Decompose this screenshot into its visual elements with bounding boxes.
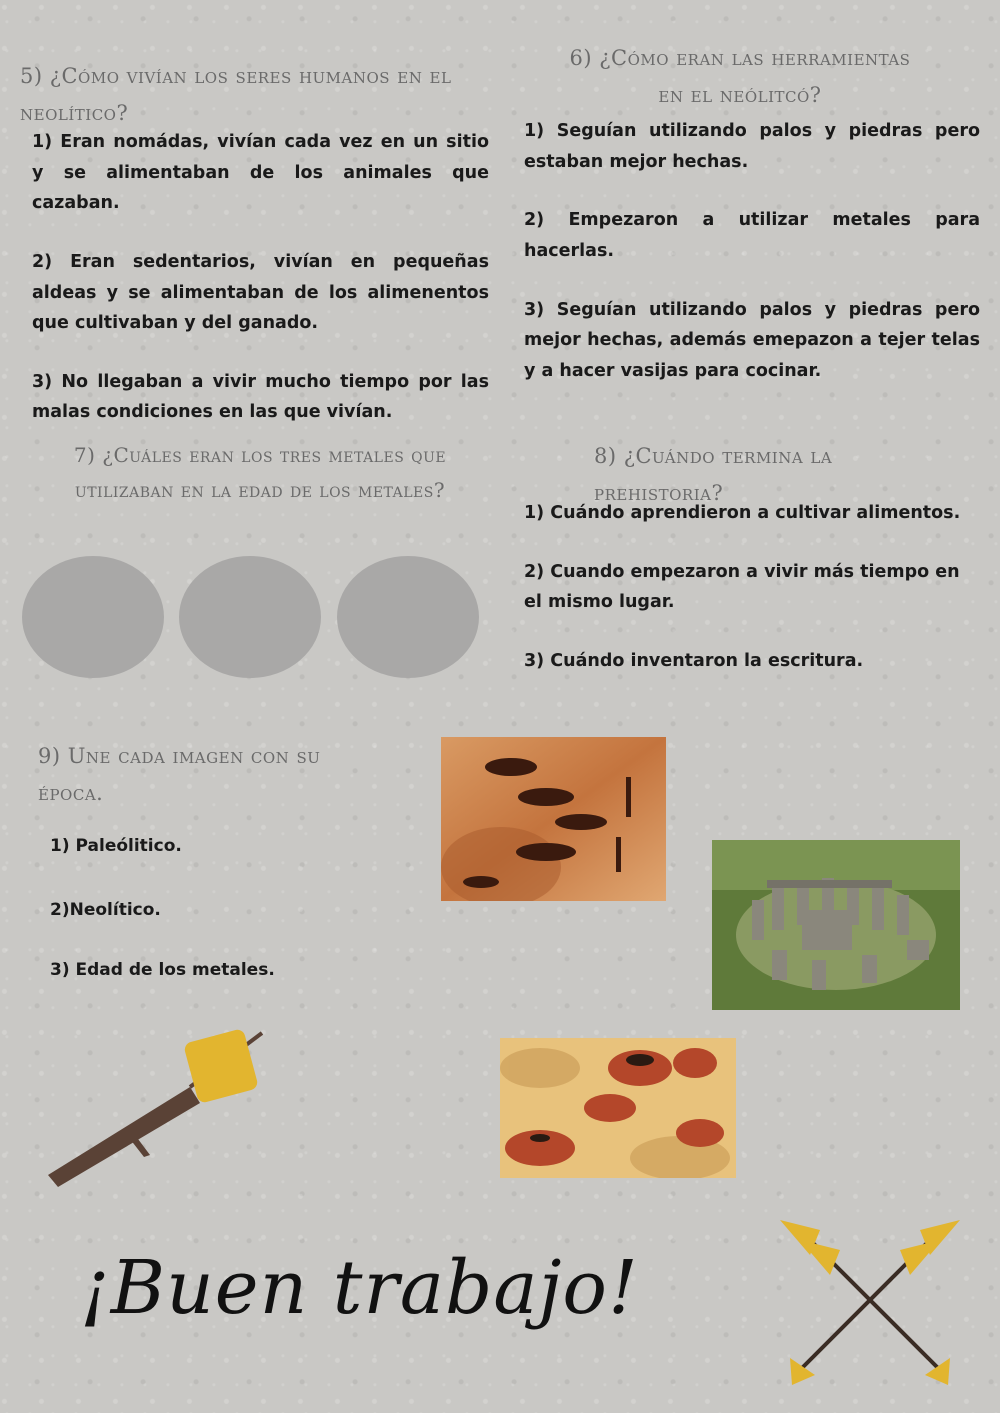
answer-option[interactable]: 3) Cuándo inventaron la escritura. [524, 650, 864, 671]
answer-circle-1[interactable] [22, 556, 164, 678]
answer-option[interactable]: 1) Cuándo aprendieron a cultivar alimentos. [524, 503, 961, 523]
cave-painting-bison-image[interactable] [500, 1038, 736, 1178]
answers-8 [524, 498, 980, 705]
footer-message: ¡Buen trabajo! [80, 1245, 639, 1331]
question-9: 9) Une cada imagen con su época. [38, 744, 321, 805]
answer-option[interactable]: 2) Cuando empezaron a vivir más tiempo en el mismo lugar. [524, 561, 960, 613]
answer-option[interactable]: 1) Seguían utilizando palos y piedras pero estaban mejor hechas. [524, 121, 980, 172]
question-5: 5) ¿Cómo vivían los seres humanos en el neolítico? [20, 64, 452, 125]
answer-option[interactable]: 1) Eran nomádas, vivían cada vez en un sitio y se alimentaban de los animales que cazaban. [32, 132, 489, 214]
question-6: 6) ¿Cómo eran las herramientas en el neólitcó? [569, 46, 911, 107]
stonehenge-image[interactable] [712, 840, 960, 1010]
question-8: 8) ¿Cuándo termina la prehistoria? [594, 444, 833, 505]
match-item-metales[interactable]: 3) Edad de los metales. [50, 960, 275, 980]
match-item-paleolitico[interactable]: 1) Paleólitico. [50, 836, 182, 856]
crossed-arrows-icon [770, 1210, 970, 1390]
answer-option[interactable]: 3) No llegaban a vivir mucho tiempo por las malas condiciones en las que vivían. [32, 371, 489, 423]
answers-5 [32, 127, 489, 456]
answer-option[interactable]: 3) Seguían utilizando palos y piedras pero mejor hechas, además emepazon a tejer telas y a hacer vasijas para cocinar. [524, 299, 980, 381]
match-item-neolitico[interactable]: 2)Neolítico. [50, 900, 161, 920]
answers-6 [524, 116, 980, 414]
question-7: 7) ¿Cuáles eran los tres metales que utilizaban en la edad de los metales? [73, 443, 447, 502]
answer-option[interactable]: 2) Empezaron a utilizar metales para hacerlas. [524, 210, 980, 261]
answer-circle-2[interactable] [179, 556, 321, 678]
answer-option[interactable]: 2) Eran sedentarios, vivían en pequeñas aldeas y se alimentaban de los alimenentos que cultivaban y del ganado. [32, 251, 489, 334]
answer-circle-3[interactable] [337, 556, 479, 678]
marshmallow-stick-icon [40, 1025, 270, 1190]
cave-painting-deer-image[interactable] [441, 737, 666, 901]
